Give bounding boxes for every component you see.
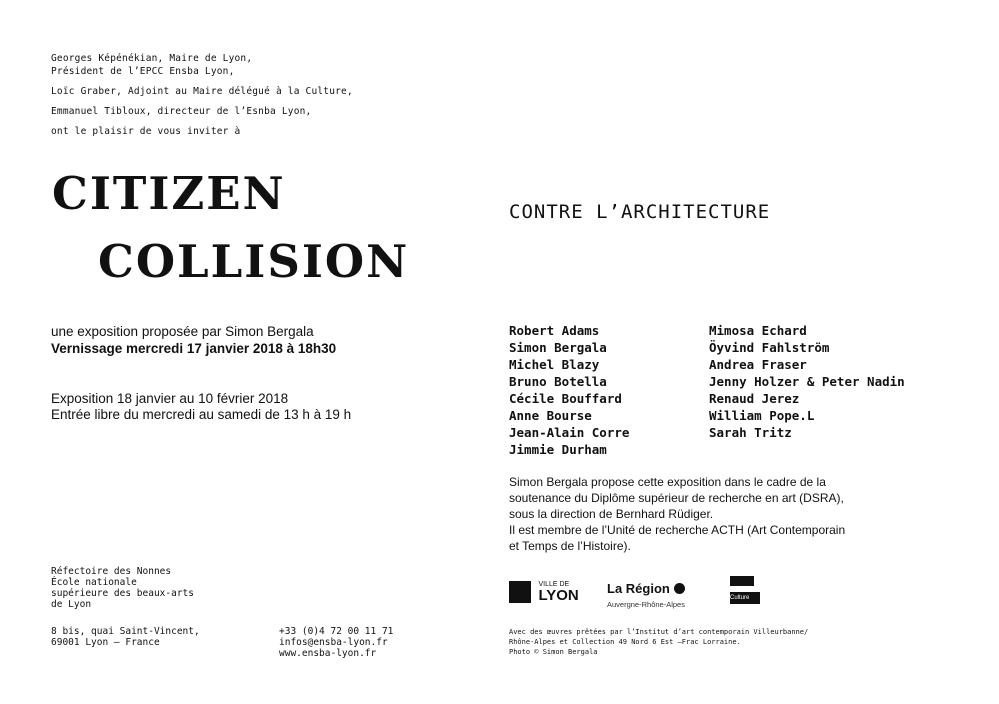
- logo-region-big: La Région: [607, 581, 670, 596]
- culture-ministry-logo: [730, 576, 760, 604]
- artist-name: Michel Blazy: [509, 357, 600, 372]
- artist-name: Jean-Alain Corre: [509, 425, 630, 440]
- artist-name: Anne Bourse: [509, 408, 592, 423]
- logo-lyon-small: VILLE DE: [538, 581, 570, 588]
- host-line: Président de l’EPCC Ensba Lyon,: [51, 66, 235, 77]
- artist-name: Andrea Fraser: [709, 357, 807, 372]
- credit-line: Avec des œuvres prêtées par l’Institut d’art contemporain Villeurbanne/: [509, 628, 809, 636]
- subtitle: CONTRE L’ARCHITECTURE: [509, 201, 771, 223]
- region-emblem-icon: [674, 583, 685, 594]
- host-line: Georges Képénékian, Maire de Lyon,: [51, 53, 253, 64]
- logo-culture-text: Culture: [730, 592, 760, 604]
- logo-lyon-big: LYON: [538, 587, 579, 604]
- credit-line: Photo © Simon Bergala: [509, 648, 598, 656]
- hosts-block: [51, 52, 353, 138]
- artist-name: William Pope.L: [709, 408, 815, 423]
- about-line: Simon Bergala propose cette exposition dans le cadre de la: [509, 475, 826, 489]
- region-logo: [607, 580, 685, 609]
- loans-credits: [509, 627, 808, 657]
- venue-line: supérieure des beaux-arts: [51, 588, 194, 599]
- logo-region-small: Auvergne-Rhône-Alpes: [607, 600, 685, 609]
- venue-line: École nationale: [51, 577, 137, 588]
- ville-de-lyon-logo: [509, 581, 579, 603]
- artist-name: Robert Adams: [509, 323, 600, 338]
- artist-name: Cécile Bouffard: [509, 391, 622, 406]
- address-block: [51, 626, 200, 648]
- artist-name: Mimosa Echard: [709, 323, 807, 338]
- host-line: Loïc Graber, Adjoint au Maire délégué à la Culture,: [51, 86, 353, 97]
- artist-name: Renaud Jerez: [709, 391, 800, 406]
- artist-name: Bruno Botella: [509, 374, 607, 389]
- marianne-icon: [730, 576, 754, 586]
- artist-name: Jimmie Durham: [509, 442, 607, 457]
- address-line: 8 bis, quai Saint-Vincent,: [51, 626, 200, 637]
- artists-list-right: [709, 322, 905, 441]
- phone-number: +33 (0)4 72 00 11 71: [279, 626, 394, 637]
- about-line: et Temps de l’Histoire).: [509, 539, 631, 553]
- address-line: 69001 Lyon — France: [51, 637, 160, 648]
- contact-block: [279, 626, 393, 659]
- about-line: soutenance du Diplôme supérieur de recherche en art (DSRA),: [509, 491, 844, 505]
- about-line: Il est membre de l’Unité de recherche ACTH (Art Contemporain: [509, 523, 846, 537]
- opening-hours: Entrée libre du mercredi au samedi de 13 h à 19 h: [51, 407, 352, 422]
- artists-list-left: [509, 322, 629, 458]
- host-line: Emmanuel Tibloux, directeur de l’Esnba Lyon,: [51, 106, 312, 117]
- about-paragraph: [509, 474, 949, 554]
- artist-name: Sarah Tritz: [709, 425, 792, 440]
- artist-name: Jenny Holzer & Peter Nadin: [709, 374, 905, 389]
- venue-line: Réfectoire des Nonnes: [51, 566, 172, 577]
- email-link[interactable]: infos@ensba-lyon.fr: [279, 637, 388, 648]
- title-line-1: CITIZEN: [52, 167, 286, 220]
- title-line-2: COLLISION: [98, 235, 410, 288]
- vernissage-text: Vernissage mercredi 17 janvier 2018 à 18h30: [51, 341, 337, 356]
- proposal-text: une exposition proposée par Simon Bergala: [51, 324, 314, 339]
- lion-icon: [509, 581, 531, 603]
- venue-block: [51, 566, 194, 610]
- credit-line: Rhône-Alpes et Collection 49 Nord 6 Est –Frac Lorraine.: [509, 638, 741, 646]
- artist-name: Öyvind Fahlström: [709, 340, 830, 355]
- artist-name: Simon Bergala: [509, 340, 607, 355]
- venue-line: de Lyon: [51, 599, 92, 610]
- host-line: ont le plaisir de vous inviter à: [51, 126, 241, 137]
- exhibition-dates: Exposition 18 janvier au 10 février 2018: [51, 391, 289, 406]
- website-link[interactable]: www.ensba-lyon.fr: [279, 648, 377, 659]
- about-line: sous la direction de Bernhard Rüdiger.: [509, 507, 714, 521]
